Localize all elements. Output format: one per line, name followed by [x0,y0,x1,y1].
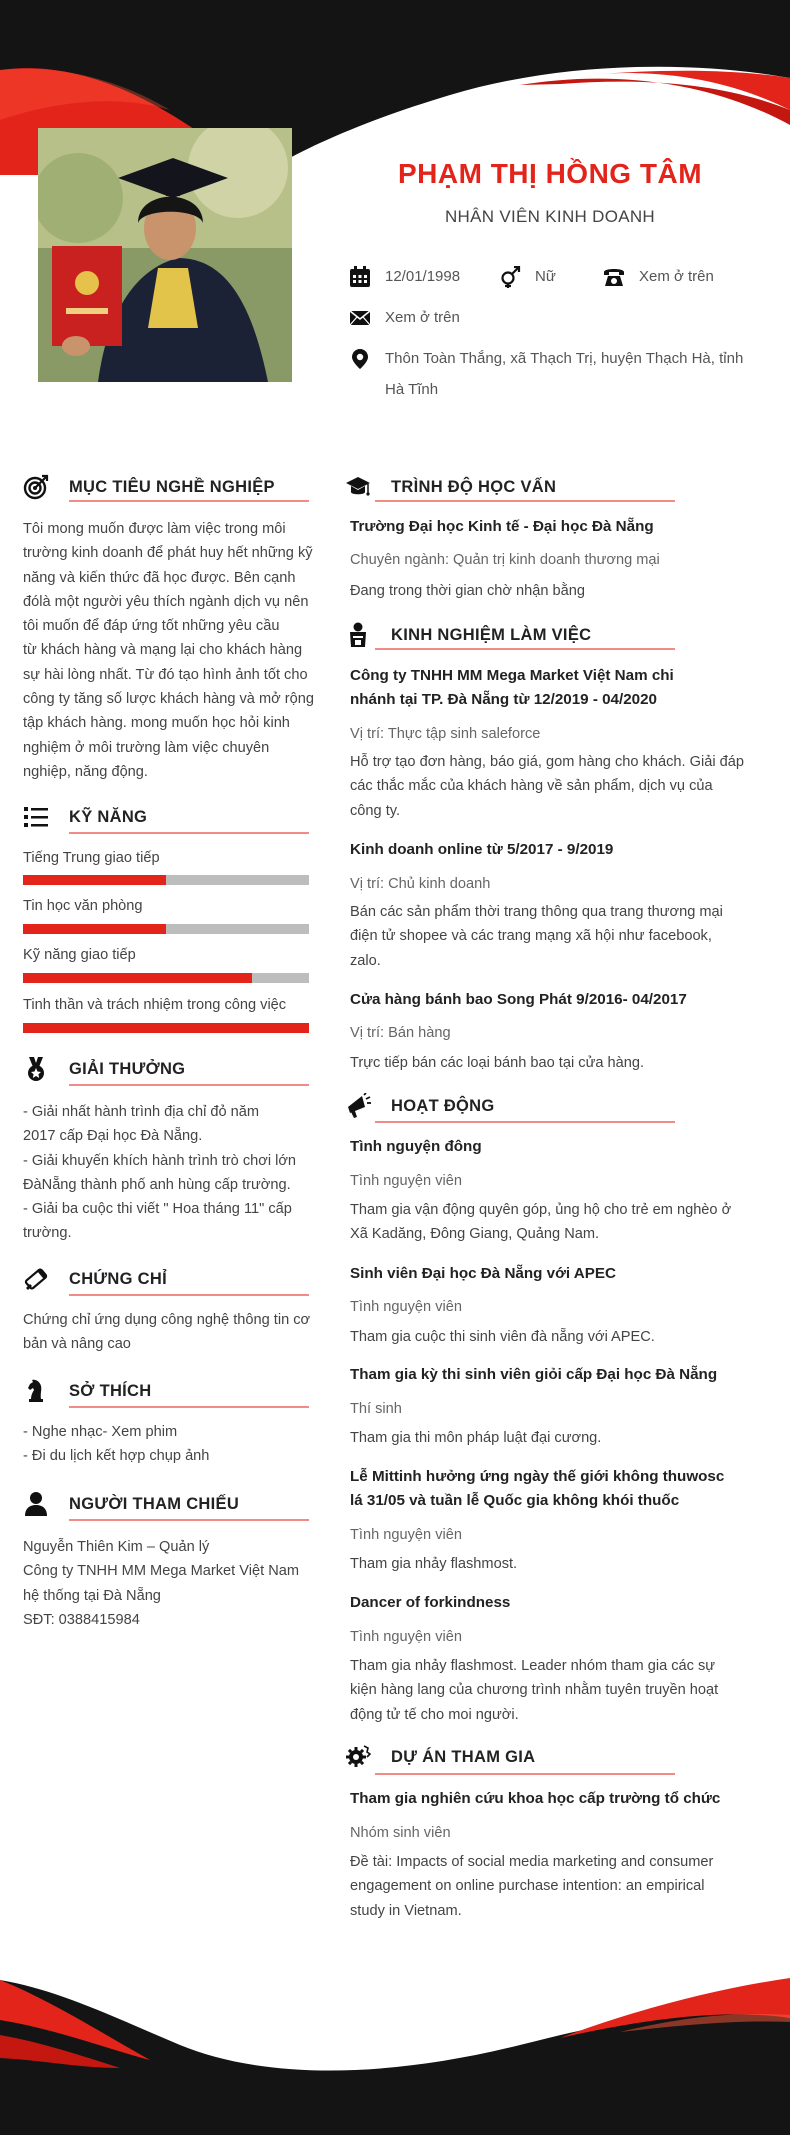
activities-section-header [345,1093,495,1119]
activity-title-line: Lễ Mittinh hưởng ứng ngày thế giới không thuwosc [350,1468,725,1485]
reference-line: Công ty TNHH MM Mega Market Việt Nam [23,1563,300,1580]
medal-icon [23,1056,49,1082]
gender-info [499,266,556,292]
projects-title: DỰ ÁN THAM GIA [391,1747,536,1766]
award-line: - Giải nhất hành trình địa chỉ đỏ năm [23,1104,260,1120]
project-name: Tham gia nghiên cứu khoa học cấp trường tổ chức [350,1790,721,1807]
awards-section-header [23,1056,185,1082]
objective-title: MỤC TIÊU NGHỀ NGHIỆP [69,477,275,496]
activity-title: Tham gia kỳ thi sinh viên giỏi cấp Đại học Đà Nẵng [350,1366,718,1383]
activities-rule [375,1121,675,1123]
location-pin-icon [349,348,371,370]
activity-desc-line: kiện hàng lang của chương trình nhằm tuyên truyền hoạt [350,1682,719,1699]
objective-line: năng và kiến thức đã học được. Bên cạnh [23,569,296,586]
graduation-cap-icon [345,474,371,500]
activity-desc-line: Xã Kadăng, Đông Giang, Quảng Nam. [350,1226,600,1243]
references-text [23,1535,319,1632]
activity-role: Tình nguyện viên [350,1173,462,1189]
references-title: NGƯỜI THAM CHIẾU [69,1494,240,1513]
skill-bar [23,924,309,934]
award-line: - Giải ba cuộc thi viết " Hoa tháng 11" cấp [23,1201,292,1218]
job-desc-line: điện tử shopee và các trang mạng xã hội như facebook, [350,928,712,945]
objective-line: nghiệp, năng động. [23,763,148,780]
bottom-wave-decoration [0,1960,790,2135]
references-rule [69,1519,309,1521]
award-line: - Giải khuyến khích hành trình trò chơi lớn [23,1152,297,1169]
experience-section-header [345,622,591,648]
phone-icon [603,266,625,288]
education-school: Trường Đại học Kinh tế - Đại học Đà Nẵng [350,518,654,535]
hobbies-title: SỞ THÍCH [69,1381,152,1400]
skill-bar-fill [23,973,252,983]
project-role: Nhóm sinh viên [350,1825,451,1841]
skill-bar-fill [23,1023,309,1033]
address-line-2: Hà Tĩnh [385,381,439,398]
job-desc-line: công ty. [350,802,401,819]
education-major: Chuyên ngành: Quản trị kinh doanh thương mại [350,552,660,568]
objective-text [23,517,319,784]
job-title [350,664,755,713]
objective-line: từ khách hàng và mạng lại cho khách hàng [23,642,303,659]
activity-role: Tình nguyện viên [350,1527,462,1543]
education-title: TRÌNH ĐỘ HỌC VẤN [391,477,557,496]
phone-value: Xem ở trên [639,268,714,285]
certificates-section-header [23,1266,167,1292]
job-title-line: nhánh tại TP. Đà Nẵng từ 12/2019 - 04/2020 [350,691,657,709]
skill-label: Tinh thần và trách nhiệm trong công việc [23,997,287,1013]
objective-line: công ty tăng số lược khách hàng và mở rộng [23,691,314,708]
skill-bar-fill [23,924,166,934]
experience-title: KINH NGHIỆM LÀM VIỆC [391,625,592,644]
hobbies-text [23,1420,319,1469]
activity-description: Tham gia nhảy flashmost. [350,1556,518,1572]
birthday-info [349,266,460,292]
email-value: Xem ở trên [385,309,460,326]
birthday-value: 12/01/1998 [385,268,461,285]
award-line: ĐàNẵng thành phố anh hùng cấp trường. [23,1176,291,1193]
activity-description: Tham gia thi môn pháp luật đại cương. [350,1430,602,1446]
skill-bar [23,973,309,983]
email-icon [349,307,371,329]
calendar-icon [349,266,371,288]
reference-line: hệ thống tại Đà Nẵng [23,1587,161,1604]
job-desc-line: Hỗ trợ tạo đơn hàng, báo giá, gom hàng cho khách. Giải đáp [350,754,744,770]
objective-line: trường kinh doanh để phát huy hết những kỹ [23,545,313,562]
skill-bar [23,1023,309,1033]
activities-title: HOẠT ĐỘNG [391,1096,495,1115]
job-position: Vị trí: Thực tập sinh saleforce [350,726,541,742]
job-desc-line: các thắc mắc của khách hàng về sản phẩm, dịch vụ của [350,778,713,795]
certificate-line: bản và nâng cao [23,1336,131,1353]
skills-rule [69,832,309,834]
address-value [385,343,743,405]
activity-title [350,1465,755,1514]
objective-section-header [23,474,275,500]
awards-text [23,1100,319,1246]
references-section-header [23,1491,239,1517]
reference-line: SĐT: 0388415984 [23,1611,140,1628]
activity-title-line: lá 31/05 và tuần lễ Quốc gia không khói thuốc [350,1492,680,1510]
job-desc-line: Bán các sản phẩm thời trang thông qua trang thương mại [350,904,723,920]
email-info [349,307,460,333]
skills-section-header [23,804,147,830]
chess-knight-icon [23,1378,49,1404]
certificate-icon [23,1266,49,1292]
candidate-name: PHẠM THỊ HỒNG TÂM [397,158,703,189]
job-title: Cửa hàng bánh bao Song Phát 9/2016- 04/2017 [350,991,687,1008]
job-description [350,900,752,973]
activity-title: Tình nguyện đông [350,1138,482,1155]
project-desc-line: study in Vietnam. [350,1902,462,1919]
skill-label: Tin học văn phòng [23,898,143,914]
skill-label: Tiếng Trung giao tiếp [23,850,160,866]
reference-line: Nguyễn Thiên Kim – Quản lý [23,1539,210,1555]
education-section-header [345,474,556,500]
experience-rule [375,648,675,650]
activity-description: Tham gia cuộc thi sinh viên đà nẵng với APEC. [350,1329,655,1345]
address-info [349,348,743,405]
skill-bar [23,875,309,885]
education-rule [375,500,675,502]
job-position: Vị trí: Bán hàng [350,1025,451,1041]
award-line: 2017 cấp Đại học Đà Nẵng. [23,1128,203,1145]
objective-line: nghiệm ở môi trường làm việc chuyên [23,739,270,756]
project-desc-line: engagement on online purchase intention: an empirical [350,1878,705,1895]
hobby-line: - Đi du lịch kết hợp chụp ảnh [23,1448,210,1465]
job-title: Kinh doanh online từ 5/2017 - 9/2019 [350,841,614,858]
education-status: Đang trong thời gian chờ nhận bằng [350,583,585,599]
hobbies-section-header [23,1378,151,1404]
activity-role: Tình nguyện viên [350,1629,462,1645]
award-line: trường. [23,1225,72,1242]
candidate-role: NHÂN VIÊN KINH DOANH [444,207,656,226]
activity-description [350,1198,752,1247]
activity-role: Tình nguyện viên [350,1299,462,1315]
certificates-text [23,1308,319,1357]
person-icon [23,1491,49,1517]
phone-info [603,266,714,292]
objective-line: sự hài lòng nhất. Từ đó tạo hình ảnh tốt cho [23,666,308,683]
job-title-line: Công ty TNHH MM Mega Market Việt Nam chi [350,667,674,684]
target-icon [23,474,49,500]
activity-role: Thí sinh [350,1401,402,1417]
project-description [350,1850,752,1923]
gear-brain-icon [345,1744,371,1770]
activity-desc-line: Tham gia nhảy flashmost. Leader nhóm tham gia các sự [350,1658,716,1674]
megaphone-icon [345,1093,371,1119]
activity-desc-line: động tử tế cho moi người. [350,1706,519,1723]
briefcase-person-icon [345,622,371,648]
projects-rule [375,1773,675,1775]
awards-rule [69,1084,309,1086]
skills-title: KỸ NĂNG [69,807,148,826]
activity-title: Sinh viên Đại học Đà Nẵng với APEC [350,1265,616,1282]
gender-icon [499,266,521,288]
certificates-title: CHỨNG CHỈ [69,1269,167,1288]
projects-section-header [345,1744,535,1770]
job-description [350,750,752,823]
activity-title: Dancer of forkindness [350,1594,511,1611]
profile-photo [38,128,292,382]
certificates-rule [69,1294,309,1296]
skill-bar-fill [23,875,166,885]
hobbies-rule [69,1406,309,1408]
objective-line: tôi muốn để đáp ứng tốt những yêu cầu [23,618,280,635]
project-desc-line: Đề tài: Impacts of social media marketing and consumer [350,1854,714,1870]
awards-title: GIẢI THƯỞNG [69,1059,186,1078]
job-description: Trực tiếp bán các loại bánh bao tại cửa hàng. [350,1055,645,1071]
skill-label: Kỹ năng giao tiếp [23,947,136,963]
objective-line: tập khách hàng. mong muốn học hỏi kinh [23,715,290,732]
activity-description [350,1654,752,1727]
job-desc-line: zalo. [350,952,381,969]
objective-line: Tôi mong muốn được làm việc trong môi [23,521,286,537]
hobby-line: - Nghe nhạc- Xem phim [23,1424,178,1440]
gender-value: Nữ [535,268,556,285]
objective-line: đólà một người yêu thích ngành dịch vụ nên [23,593,309,610]
address-line-1: Thôn Toàn Thắng, xã Thạch Trị, huyện Thạch Hà, tỉnh [385,350,744,367]
list-icon [23,804,49,830]
certificate-line: Chứng chỉ ứng dụng công nghệ thông tin cơ [23,1312,311,1328]
activity-desc-line: Tham gia vận động quyên góp, ủng hộ cho trẻ em nghèo ở [350,1202,732,1218]
objective-rule [69,500,309,502]
job-position: Vị trí: Chủ kinh doanh [350,876,491,892]
